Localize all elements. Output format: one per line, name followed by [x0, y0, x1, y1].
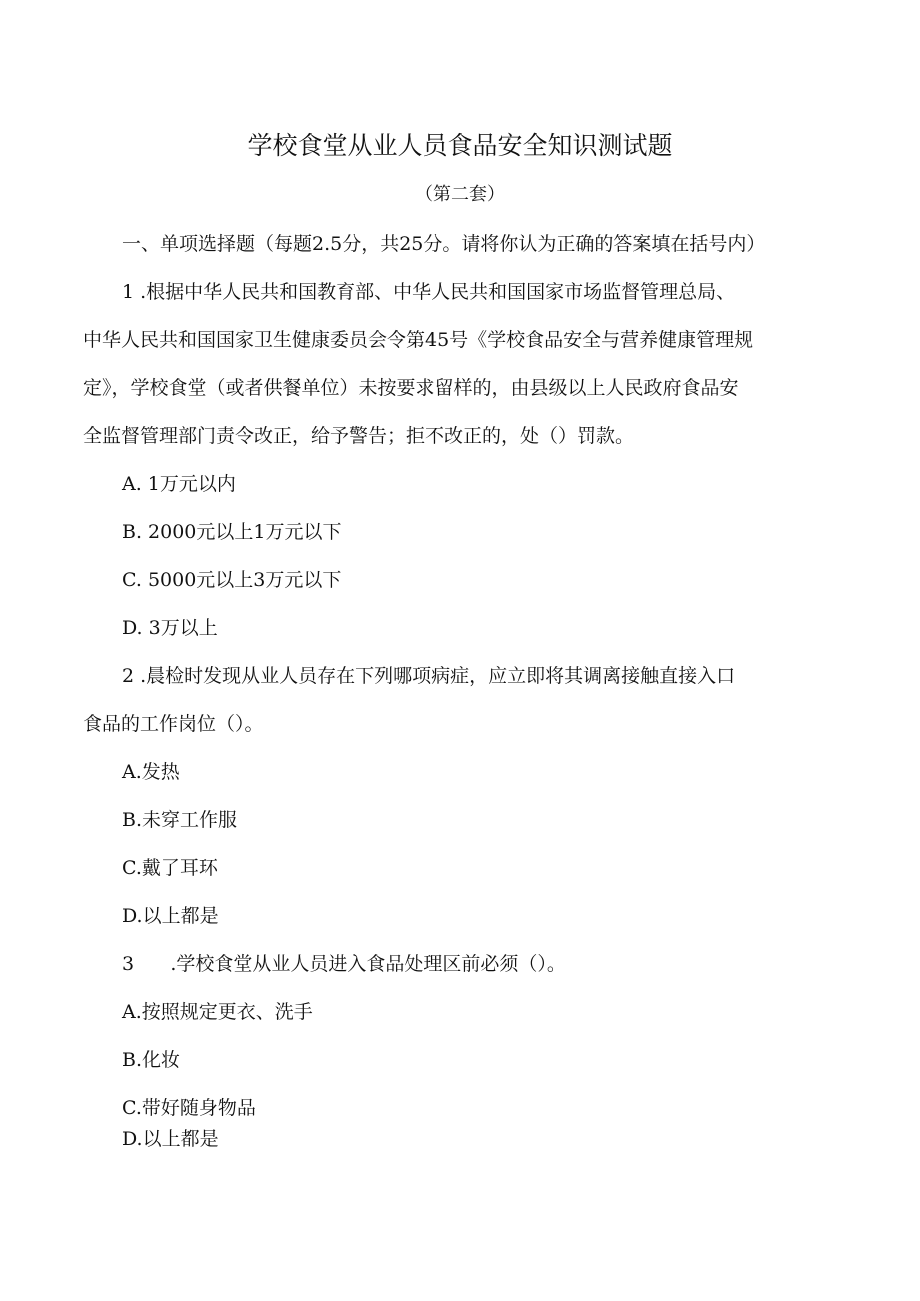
- question-3-option-d: D.以上都是: [122, 1128, 219, 1150]
- question-3-line-1: 3 .学校食堂从业人员进入食品处理区前必须（）。: [122, 953, 566, 975]
- document-title: 学校食堂从业人员食品安全知识测试题: [247, 131, 673, 160]
- question-3-option-c: C.带好随身物品: [122, 1097, 256, 1119]
- question-1-line-3: 定》，学校食堂（或者供餐单位）未按要求留样的，由县级以上人民政府食品安: [83, 377, 739, 399]
- document-subtitle: （第二套）: [415, 184, 505, 205]
- question-1-line-1: 1 .根据中华人民共和国教育部、中华人民共和国国家市场监督管理总局、: [122, 281, 736, 303]
- question-3-option-a: A.按照规定更衣、洗手: [122, 1001, 313, 1023]
- question-1-option-b: B. 2000元以上1万元以下: [122, 521, 342, 543]
- question-1-line-2: 中华人民共和国国家卫生健康委员会令第45号《学校食品安全与营养健康管理规: [83, 329, 754, 351]
- question-3-option-b: B.化妆: [122, 1049, 181, 1071]
- question-2-option-a: A.发热: [122, 761, 180, 783]
- question-2-line-1: 2 .晨检时发现从业人员存在下列哪项病症，应立即将其调离接触直接入口: [122, 665, 736, 687]
- question-1-line-4: 全监督管理部门责令改正，给予警告；拒不改正的，处（）罚款。: [83, 425, 635, 447]
- question-2-line-2: 食品的工作岗位（）。: [83, 713, 264, 735]
- question-1-option-d: D. 3万以上: [122, 617, 218, 639]
- question-2-option-b: B.未穿工作服: [122, 809, 238, 831]
- section-heading: 一、单项选择题（每题2.5分，共25分。请将你认为正确的答案填在括号内）: [122, 233, 766, 255]
- question-2-option-c: C.戴了耳环: [122, 857, 218, 879]
- question-1-option-c: C. 5000元以上3万元以下: [122, 569, 342, 591]
- question-1-option-a: A. 1万元以内: [122, 473, 236, 495]
- question-2-option-d: D.以上都是: [122, 905, 219, 927]
